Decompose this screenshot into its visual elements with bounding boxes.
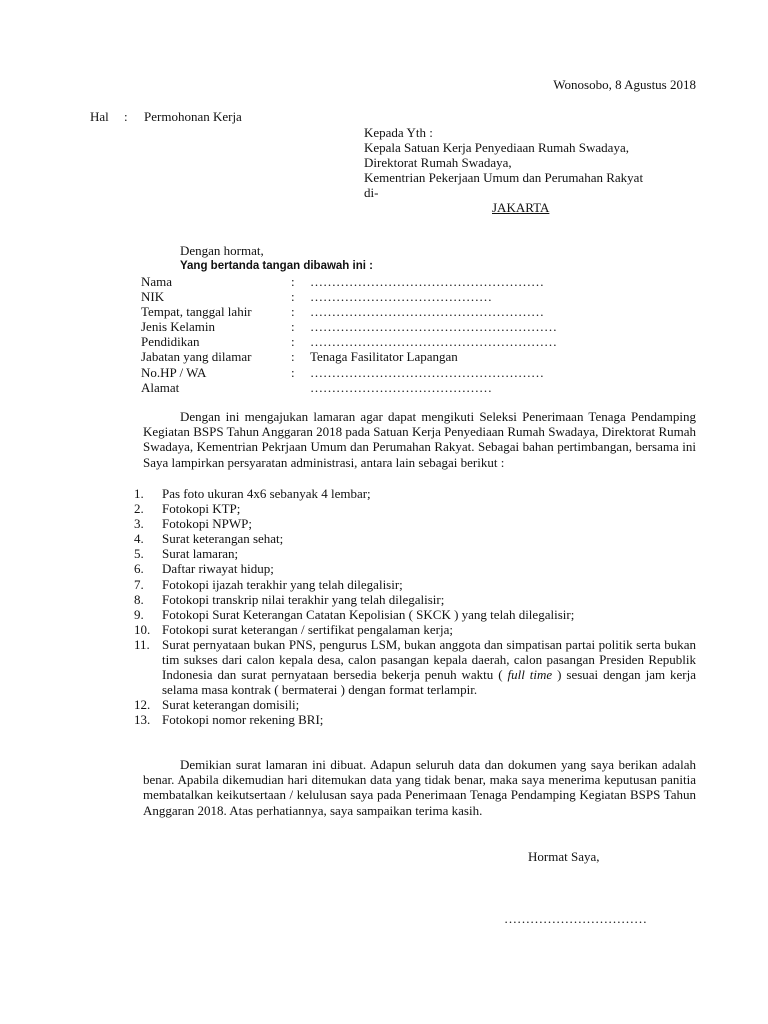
list-item xyxy=(134,622,696,637)
item-number: 1. xyxy=(134,486,144,501)
list-item xyxy=(134,607,696,622)
item-text: ) sesuai dengan jam kerja selama masa kontrak ( bermaterai ) dengan format terlampir. xyxy=(162,667,697,698)
body-text: Dengan ini mengajukan lamaran agar dapat mengikuti Seleksi Penerimaan Tenaga Pendamping Kegiatan BSPS Tahun Anggaran 2018 pada Satuan Kerja Penyediaan Rumah Swadaya, Direktorat Rumah Swadaya, Kementrian Pekrjaan Umum dan Perumahan Rakyat. Sebagai bahan pertimbangan, bersama ini Saya lampirkan persyaratan administrasi, antara lain sebagai berikut : xyxy=(143,409,696,470)
item-text: Surat pernyataan bukan PNS, pengurus LSM, bukan anggota dan simpatisan partai politik serta bukan tim sukses dari calon kepala desa, calon pasangan kepala daerah, calon pasangan Presiden Republik Indonesia dan surat pernyataan bersedia bekerja penuh waktu ( xyxy=(162,636,696,683)
list-item xyxy=(134,577,696,592)
item-number: 8. xyxy=(134,591,144,607)
field-label: Tempat, tanggal lahir xyxy=(141,304,252,319)
item-number: 10. xyxy=(134,621,151,637)
item-text: Fotokopi transkrip nilai terakhir yang telah dilegalisir; xyxy=(162,591,445,607)
item-text: Fotokopi ijazah terakhir yang telah dilegalisir; xyxy=(162,576,403,592)
item-text: Fotokopi nomor rekening BRI; xyxy=(162,712,324,728)
subject-colon: : xyxy=(124,109,128,124)
field-label: Jabatan yang dilamar xyxy=(141,349,252,364)
recipient-line: Kementrian Pekerjaan Umum dan Perumahan Rakyat xyxy=(364,170,644,185)
requirements-list xyxy=(134,486,696,728)
closing-paragraph xyxy=(143,757,696,818)
body-paragraph xyxy=(143,409,696,470)
list-item xyxy=(134,486,696,501)
recipient-line: di- xyxy=(364,185,379,200)
greeting: Dengan hormat, xyxy=(180,243,264,258)
item-text: Fotokopi surat keterangan / sertifikat pengalaman kerja; xyxy=(162,621,453,637)
item-text: Daftar riwayat hidup; xyxy=(162,561,274,577)
field-label: Alamat xyxy=(141,380,180,395)
closing-text: Demikian surat lamaran ini dibuat. Adapun seluruh data dan dokumen yang saya berikan adalah benar. Apabila dikemudian hari ditemukan data yang tidak benar, maka saya menerima keputusan panitia membatalkan keikutsertaan / kelulusan saya pada Penerimaan Tenaga Pendamping Kegiatan BSPS Tahun Anggaran 2018. Atas perhatiannya, saya sampaikan terima kasih. xyxy=(143,757,696,818)
signature-line: …………………………… xyxy=(504,911,647,926)
recipient-city: JAKARTA xyxy=(492,200,550,215)
list-item xyxy=(134,637,696,697)
item-number: 2. xyxy=(134,501,144,517)
list-item xyxy=(134,531,696,546)
item-text: Pas foto ukuran 4x6 sebanyak 4 lembar; xyxy=(162,486,371,501)
list-item xyxy=(134,501,696,516)
field-colon: : xyxy=(291,289,295,304)
item-number: 7. xyxy=(134,576,144,592)
list-item xyxy=(134,561,696,576)
item-number: 11. xyxy=(134,636,150,652)
field-value: …………………………………… xyxy=(310,380,492,395)
field-label: Jenis Kelamin xyxy=(141,319,216,334)
field-colon: : xyxy=(291,349,295,364)
item-number: 5. xyxy=(134,546,144,562)
field-value: ……………………………………………… xyxy=(310,274,544,289)
item-number: 12. xyxy=(134,697,151,713)
field-colon: : xyxy=(291,365,295,380)
field-label: Pendidikan xyxy=(141,334,200,349)
subject-value: Permohonan Kerja xyxy=(144,109,242,124)
item-number: 4. xyxy=(134,531,144,547)
field-value: ……………………………………………… xyxy=(310,365,544,380)
field-colon: : xyxy=(291,274,295,289)
list-item xyxy=(134,697,696,712)
field-value: Tenaga Fasilitator Lapangan xyxy=(310,349,458,364)
item-number: 9. xyxy=(134,606,144,622)
field-value: ……………………………………………… xyxy=(310,304,544,319)
item-text: Surat lamaran; xyxy=(162,546,239,562)
list-item xyxy=(134,592,696,607)
recipient-line: Kepala Satuan Kerja Penyediaan Rumah Swadaya, xyxy=(364,140,629,155)
field-colon: : xyxy=(291,304,295,319)
list-item xyxy=(134,516,696,531)
field-colon: : xyxy=(291,319,295,334)
recipient-line: Kepada Yth : xyxy=(364,125,433,140)
item-text: Surat keterangan domisili; xyxy=(162,697,300,713)
item-number: 6. xyxy=(134,561,144,577)
item-number: 3. xyxy=(134,516,144,532)
field-value: …………………………………… xyxy=(310,289,492,304)
recipient-line: Direktorat Rumah Swadaya, xyxy=(364,155,512,170)
field-label: No.HP / WA xyxy=(141,365,207,380)
intro-line: Yang bertanda tangan dibawah ini : xyxy=(180,260,373,272)
subject-label: Hal xyxy=(90,109,109,124)
item-text-italic: full time xyxy=(507,667,553,683)
field-value: ………………………………………………… xyxy=(310,319,557,334)
item-text: Surat keterangan sehat; xyxy=(162,531,284,547)
item-text: Fotokopi Surat Keterangan Catatan Kepolisian ( SKCK ) yang telah dilegalisir; xyxy=(162,606,575,622)
field-colon: : xyxy=(291,334,295,349)
list-item xyxy=(134,712,696,727)
item-number: 13. xyxy=(134,712,151,728)
list-item xyxy=(134,546,696,561)
sign-off: Hormat Saya, xyxy=(528,849,600,864)
field-value: ………………………………………………… xyxy=(310,334,557,349)
field-label: Nama xyxy=(141,274,173,289)
field-label: NIK xyxy=(141,289,165,304)
place-date: Wonosobo, 8 Agustus 2018 xyxy=(553,77,696,92)
item-text: Fotokopi KTP; xyxy=(162,501,241,517)
item-text: Fotokopi NPWP; xyxy=(162,516,252,532)
